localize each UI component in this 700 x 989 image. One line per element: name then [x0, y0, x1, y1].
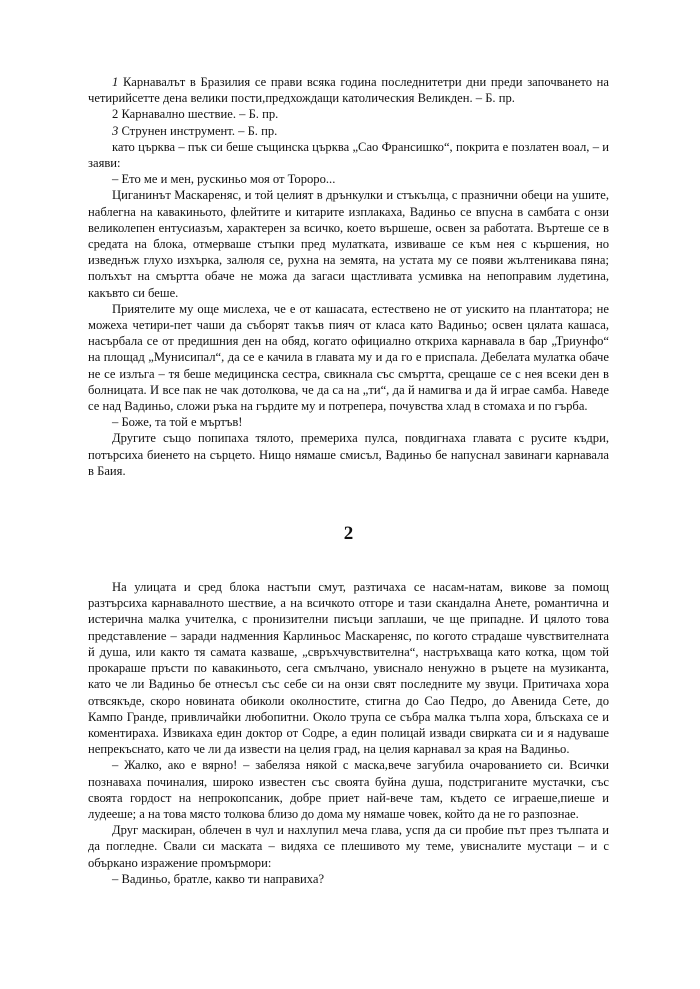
footnote-text: Карнавално шествие. – Б. пр. [121, 107, 279, 122]
paragraph: – Вадиньо, братле, какво ти направиха? [112, 871, 325, 886]
paragraph: като църква – пък си беше същинска църква „Сао Франсишко“, покрита е позлатен воал, – и заяви: [88, 139, 609, 171]
paragraph: На улицата и сред блока настъпи смут, разтичаха се насам-натам, викове за помощ разтърсиха карнавалното шествие, а на всичкото отгоре и тази скандална Анете, романтична и истерична малка учителка, с пронизителни писъци заплаши, че ще припадне. И цялото това представление – заради надменния Карлиньос Маскареняс, по когото страдаше чувствителната й душа, или както тя самата казваше, „свръхчувствителна“, настръхваща като котка, щом той прокараше пръсти по кавакиньото, сега смълчано, увиснало ненужно в ръцете на музиканта, като че ли Вадиньо бе отнесъл със себе си на онзи свят последните му звуци. Притичаха хора отвсякъде, скоро новината обиколи околностите, стигна до Сао Педро, до Авенида Сете, до Кампо Гранде, привличайки любопитни. Около трупа се събра малка тълпа хора, блъскаха се и коментираха. Извикаха един доктор от Содре, а един полицай извади свирката си и я надуваше непрекъснато, като че ли да извести на целия град, на целия карнавал за края на Вадиньо. [88, 580, 609, 757]
footnote-1 [88, 74, 609, 106]
paragraph: Друг маскиран, облечен в чул и нахлупил меча глава, успя да си пробие път през тълпата и да погледне. Свали си маската – видяха се плешивото му теме, увисналите мустаци – и с объркано изражение промърмори: [88, 823, 609, 870]
paragraph: Приятелите му още мислеха, че е от кашасата, естествено не от уискито на плантатора; не можеха четири-пет чаши да съборят такъв пияч от класа като Вадиньо; освен цялата кашаса, насърбала се от предишния ден на обяд, когато официално откриха карнавала в бар „Триунфо“ на площад „Мунисипал“, да се е качила в главата му и да го е приспала. Дебелата мулатка обаче не се излъга – тя беше медицинска сестра, свикнала със смъртта, срещаше се с нея всеки ден в болницата. И все пак не чак дотолкова, че да са на „ти“, да й намигва и да й играе самба. Наведе се над Вадиньо, сложи ръка на гърдите му и потрепера, почувства хлад в стомаха и по гърба. [88, 301, 609, 414]
paragraph: Циганинът Маскареняс, и той целият в дрънкулки и стъкълца, с празнични обеци на ушите, наблегна на кавакиньото, флейтите и китарите изплакаха, Вадиньо се впусна в самбата с онзи великолепен ентусиазъм, характерен за всичко, което вършеше, освен за работата. Въртеше се в средата на блока, отмерваше стъпки пред мулатката, извиваше се към нея с кършения, но изведнъж глухо изхърка, залюля се, рухна на земята, на устата му се появи жълтеникава пяна; полъхът на смъртта обаче не можа да загаси щастливата усмивка на непоправим лудетина, какъвто си беше. [88, 188, 609, 300]
footnote-text: Струнен инструмент. – Б. пр. [121, 123, 278, 138]
paragraph: Другите също попипаха тялото, премериха пулса, повдигнаха главата с русите къдри, потърсиха биенето на сърцето. Нищо нямаше смисъл, Вадиньо бе напуснал завинаги карнавала в Баия. [88, 431, 609, 478]
footnote-2 [88, 106, 609, 122]
footnote-number: 2 [112, 107, 119, 122]
document-page [88, 74, 609, 887]
paragraph: – Жалко, ако е вярно! – забеляза някой с маска,вече загубила очарованието си. Всички познаваха починалия, широко известен със своята буйна душа, подстриганите мустачки, със своята гордост на непрокопсаник, добре приет най-вече там, където се играеше,пиеше и лудееше; а на това място толкова близо до дома му нямаше човек, който да не го разпознае. [88, 758, 609, 821]
footnote-number: 1 [112, 75, 119, 89]
footnote-text: Карнавалът в Бразилия се прави всяка година последнитетри дни преди започването на четирийсетте дена велики пости,предхождащи католическия Великден. – Б. пр. [88, 75, 610, 106]
paragraph: – Ето ме и мен, рускиньо моя от Тороро... [112, 172, 336, 187]
footnote-number: 3 [112, 123, 119, 138]
footnote-3 [88, 123, 609, 139]
chapter-heading: 2 [343, 523, 354, 545]
paragraph: – Боже, та той е мъртъв! [112, 415, 243, 430]
